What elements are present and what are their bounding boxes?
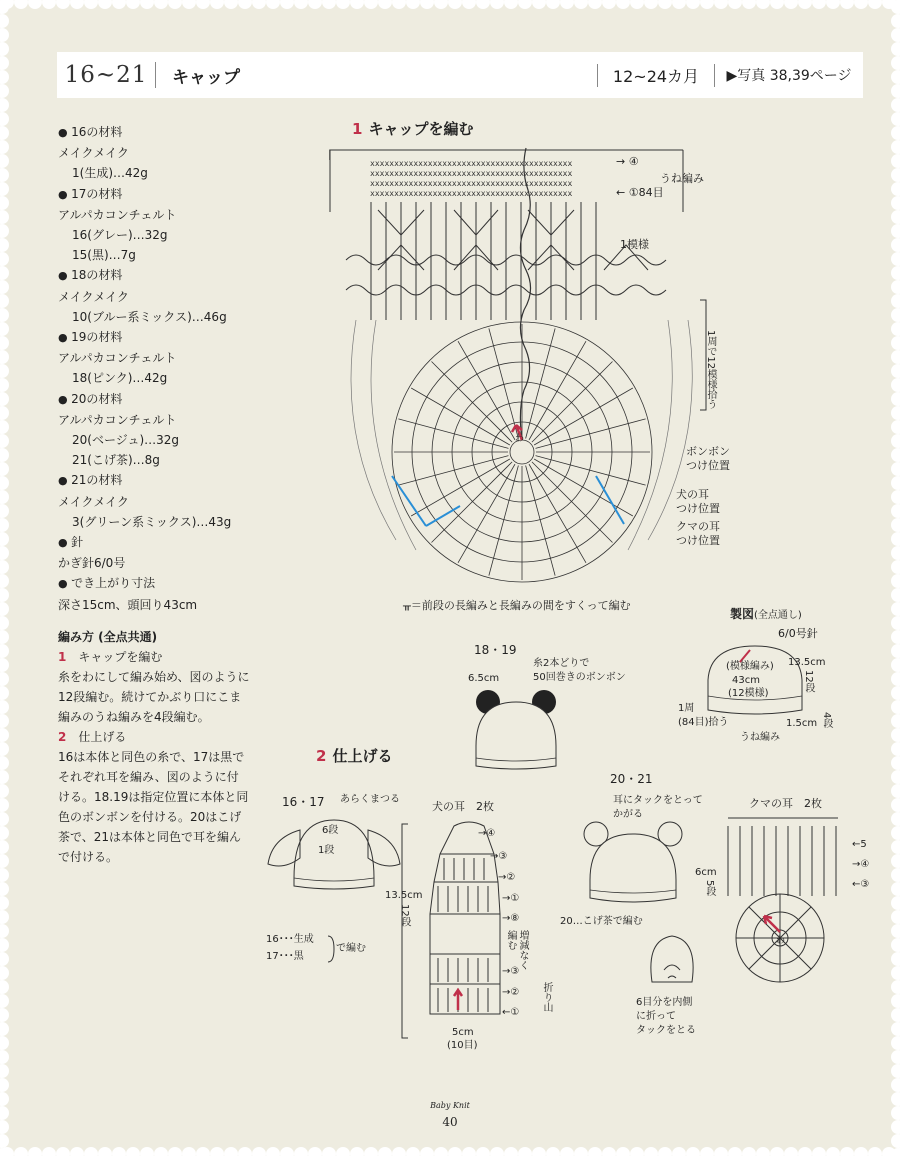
schematic-pickup-line1: 1周: [678, 703, 695, 714]
material-line: 15(黒)…7g: [72, 248, 136, 263]
dog-hat-rows6: 6段: [322, 825, 339, 836]
dog-hat-rows1: 1段: [318, 845, 335, 856]
chart-spoke: [534, 459, 633, 516]
legend-symbol-icon: ᚂ: [403, 599, 411, 612]
chart-spoke: [398, 419, 508, 449]
pattern-number: 16~21: [57, 62, 156, 88]
photo-reference: ▶写真 38,39ページ: [726, 68, 852, 84]
material-line: 深さ15cm、頭回り43cm: [58, 597, 198, 612]
bear-hat-note-line1: 耳にタックをとって: [613, 795, 703, 806]
chart-center-label: わ: [515, 434, 525, 444]
materials-list: [58, 122, 258, 615]
method-text: [58, 627, 250, 867]
chart-spoke: [431, 462, 512, 543]
dog-hat-title: 16・17: [282, 795, 325, 809]
chart-spoke: [489, 328, 519, 438]
section2-heading: [316, 745, 392, 766]
dog-ear-row-label: ⑧: [510, 913, 520, 924]
bear-pos-line1: クマの耳: [676, 520, 720, 533]
dog-ear-row-label: ③: [510, 966, 520, 977]
step1-text: 糸をわにして編み始め、図のように12段編む。続けてかぶり口にこま編みのうね編みを4段編む。: [58, 670, 250, 724]
dog-ear-arrow-1: →④: [478, 828, 496, 839]
material-line: 3(グリーン系ミックス)…43g: [72, 514, 232, 529]
bear-ear-arrow-3: ←③: [852, 879, 870, 890]
svg-text:xxxxxxxxxxxxxxxxxxxxxxxxxxxxxx: xxxxxxxxxxxxxxxxxxxxxxxxxxxxxxxxxxxxxxxxxx: [370, 189, 573, 198]
material-line: メイクメイク: [58, 146, 129, 161]
schematic-body: (模様編み): [726, 661, 774, 672]
dog-ear-height-bracket: [400, 822, 410, 1042]
chart-spoke: [398, 456, 508, 486]
bear-ear-arrow-2: →④: [852, 859, 870, 870]
pompom-position-label: [686, 445, 730, 473]
bear-fold-line3: タックをとる: [636, 1025, 696, 1036]
age-range: 12~24カ月: [597, 64, 715, 87]
dog-ear-rows: 12段: [399, 904, 410, 927]
scallop-border-left: [0, 0, 16, 1156]
dog-ear-arrow-6: →③: [502, 966, 520, 977]
cap-crochet-chart: [326, 140, 686, 590]
material-line: ● 19の材料: [58, 327, 258, 348]
pattern-title: キャップ: [172, 67, 240, 88]
bear-ear-row-label: 5: [860, 839, 867, 850]
scallop-border-right: [884, 0, 900, 1156]
chart-spoke: [532, 462, 613, 543]
row4-arrow-label: → ④: [616, 155, 639, 168]
dog-ear-arrow-7: →②: [502, 987, 520, 998]
header-bar: [57, 52, 863, 98]
step2-text: 16は本体と同色の糸で、17は黒でそれぞれ耳を編み、図のように付ける。18.19は指定位置に本体と同色のボンボンを付ける。20はこげ茶で、21は本体と同色で耳を編んで付ける。: [58, 750, 249, 864]
dog-hat-yarn16: 16･･･生成: [266, 934, 314, 945]
material-line: メイクメイク: [58, 494, 129, 509]
schematic-une: うね編み: [740, 732, 780, 743]
dog-ear-row-label: ④: [486, 828, 496, 839]
material-line: アルパカコンチェルト: [58, 412, 177, 427]
pompom-hat-drawing: [466, 686, 566, 776]
material-line: 10(ブルー系ミックス)…46g: [72, 309, 227, 324]
section1-number: 1: [352, 120, 363, 138]
dog-pos-line2: つけ位置: [676, 502, 720, 515]
bear-pos-line2: つけ位置: [676, 534, 720, 547]
bear-ear-arrow-1: ←5: [852, 839, 867, 850]
dog-hat-knit: で編む: [336, 943, 366, 954]
schematic-pickup: [678, 702, 729, 730]
dog-ear-drawing: [424, 814, 514, 1039]
schematic-note: (全点通し): [754, 610, 802, 621]
material-line: ● 針: [58, 532, 258, 553]
svg-text:xxxxxxxxxxxxxxxxxxxxxxxxxxxxxx: xxxxxxxxxxxxxxxxxxxxxxxxxxxxxxxxxxxxxxxxxx: [370, 169, 573, 178]
chart-spoke: [526, 466, 556, 576]
chart-spoke: [431, 361, 512, 442]
chart-spoke: [529, 464, 586, 563]
chart-spoke: [529, 341, 586, 440]
pompom-note-line2: 50回巻きのボンボン: [533, 672, 626, 683]
svg-text:xxxxxxxxxxxxxxxxxxxxxxxxxxxxxx: xxxxxxxxxxxxxxxxxxxxxxxxxxxxxxxxxxxxxxxxxx: [370, 159, 573, 168]
material-line: 1(生成)…42g: [72, 166, 148, 181]
step2-title: 仕上げる: [78, 730, 127, 744]
material-line: 20(ベージュ)…32g: [72, 433, 180, 448]
bear-ear-drawing: [718, 812, 848, 987]
bear-ear-row-label: ③: [860, 879, 870, 890]
dog-ear-arrow-4: →①: [502, 893, 520, 904]
chart-spoke: [532, 361, 613, 442]
pompom-pos-line1: ボンボン: [686, 445, 730, 458]
row4-label: ④: [628, 155, 639, 168]
bear-ear-center-label: わ: [776, 936, 786, 946]
material-line: ● 18の材料: [58, 265, 258, 286]
bear-ear-title: クマの耳 2枚: [749, 797, 822, 810]
bear-ear-rows: 5段: [704, 880, 715, 897]
schematic-patterns: (12模様): [728, 688, 769, 699]
row1-arrow-label: ← ①84目: [616, 186, 664, 199]
dog-ear-width-sts: (10目): [447, 1040, 478, 1051]
dog-pos-line1: 犬の耳: [676, 488, 709, 501]
dog-hat-yarn-brace: [326, 934, 336, 964]
chart-spoke: [534, 388, 633, 445]
material-line: アルパカコンチェルト: [58, 351, 177, 366]
bear-ear-row-label: ④: [860, 859, 870, 870]
material-line: ● 21の材料: [58, 470, 258, 491]
pompom-size: 6.5cm: [468, 673, 500, 684]
bear-ear-height: 6cm: [695, 867, 717, 878]
dog-ear-arrow-5: →⑧: [502, 913, 520, 924]
pattern-repeat-label: 1模様: [620, 238, 649, 251]
material-line: 18(ピンク)…42g: [72, 371, 168, 386]
method-heading: 編み方 (全点共通): [58, 630, 158, 644]
schematic-band-rows: 4段: [821, 712, 832, 729]
chart-spoke: [411, 459, 510, 516]
bear-hat-note-line2: かがる: [613, 809, 643, 820]
scallop-border-bottom: [0, 1140, 900, 1156]
schematic-band: 1.5cm: [786, 718, 818, 729]
material-line: 16(グレー)…32g: [72, 228, 168, 243]
dog-ear-arrow-3: →②: [498, 872, 516, 883]
stitch-legend: [403, 599, 631, 613]
pompom-pos-line2: つけ位置: [686, 459, 730, 472]
bear-fold-line2: に折って: [636, 1011, 676, 1022]
section2-title: 仕上げる: [332, 747, 393, 765]
dog-ear-row-label: ①: [510, 893, 520, 904]
pompom-note-line1: 糸2本どりで: [533, 658, 590, 669]
row1-84-label: ①84目: [628, 186, 664, 199]
dog-ear-row-label: ②: [510, 987, 520, 998]
scallop-border-top: [0, 0, 900, 16]
pompom-title: 18・19: [474, 643, 517, 657]
pickup-label: 1周で12模様拾う: [705, 330, 716, 410]
schematic-pickup-line2: (84目)拾う: [678, 717, 729, 728]
magazine-title: Baby Knit: [430, 1101, 470, 1110]
step1-number: 1: [58, 650, 67, 664]
legend-text: ＝前段の長編みと長編みの間をすくって編む: [410, 599, 631, 612]
chart-spoke: [411, 388, 510, 445]
material-line: ● 20の材料: [58, 389, 258, 410]
chart-spoke: [489, 466, 519, 576]
pompom-note: [533, 657, 626, 685]
dog-ear-width: 5cm: [452, 1027, 474, 1038]
dog-ear-row-label: ②: [506, 872, 516, 883]
schematic-height-rows: 12段: [803, 670, 814, 693]
dog-ear-title: 犬の耳 2枚: [432, 800, 494, 813]
schematic-title: [730, 607, 802, 623]
section2-number: 2: [316, 747, 327, 765]
bear-hat-title: 20・21: [610, 772, 653, 786]
schematic-circ: 43cm: [732, 675, 760, 686]
material-line: アルパカコンチェルト: [58, 207, 177, 222]
step1-title: キャップを編む: [78, 650, 163, 664]
chart-spoke: [536, 419, 646, 449]
schematic-title-text: 製図: [730, 607, 755, 621]
step2-number: 2: [58, 730, 67, 744]
material-line: ● 17の材料: [58, 184, 258, 205]
bear-ear-position-label: [676, 520, 720, 548]
material-line: ● 16の材料: [58, 122, 258, 143]
dog-ear-row-label: ③: [498, 851, 508, 862]
bear-hat-note: [613, 794, 703, 822]
chart-spoke: [536, 456, 646, 486]
schematic-needle: 6/0号針: [778, 627, 818, 640]
bear-hat-drawing: [578, 820, 688, 910]
dog-ear-position-label: [676, 488, 720, 516]
dog-ear-arrow-8: ←①: [502, 1007, 520, 1018]
material-line: 21(こげ茶)…8g: [72, 453, 160, 468]
bear-hat-yarn: 20…こげ茶で編む: [560, 916, 643, 927]
chart-spoke: [526, 328, 556, 438]
dog-ear-no-change: 増減なく編む: [505, 930, 528, 970]
schematic-height: 13.5cm: [788, 657, 826, 668]
svg-text:xxxxxxxxxxxxxxxxxxxxxxxxxxxxxx: xxxxxxxxxxxxxxxxxxxxxxxxxxxxxxxxxxxxxxxxxx: [370, 179, 573, 188]
bear-fold-line1: 6目分を内側: [636, 997, 693, 1008]
dog-ear-row-label: ①: [510, 1007, 520, 1018]
dog-ear-arrow-2: →③: [490, 851, 508, 862]
chart-spoke: [458, 464, 515, 563]
dog-hat-yarn17: 17･･･黒: [266, 951, 304, 962]
material-line: ● でき上がり寸法: [58, 573, 258, 594]
material-line: メイクメイク: [58, 289, 129, 304]
section1-heading: [352, 118, 473, 139]
une-label: うね編み: [660, 172, 704, 185]
dog-ear-height: 13.5cm: [385, 890, 423, 901]
dog-ear-fold: 折り山: [541, 982, 552, 1012]
bear-hat-fold: [636, 996, 696, 1038]
chart-spoke: [458, 341, 515, 440]
section1-title: キャップを編む: [368, 120, 474, 138]
dog-hat-stitch: あらくまつる: [340, 794, 400, 805]
material-line: かぎ針6/0号: [58, 556, 126, 571]
bear-ear-tuck-drawing: [642, 930, 702, 990]
page-number: 40: [442, 1115, 458, 1129]
